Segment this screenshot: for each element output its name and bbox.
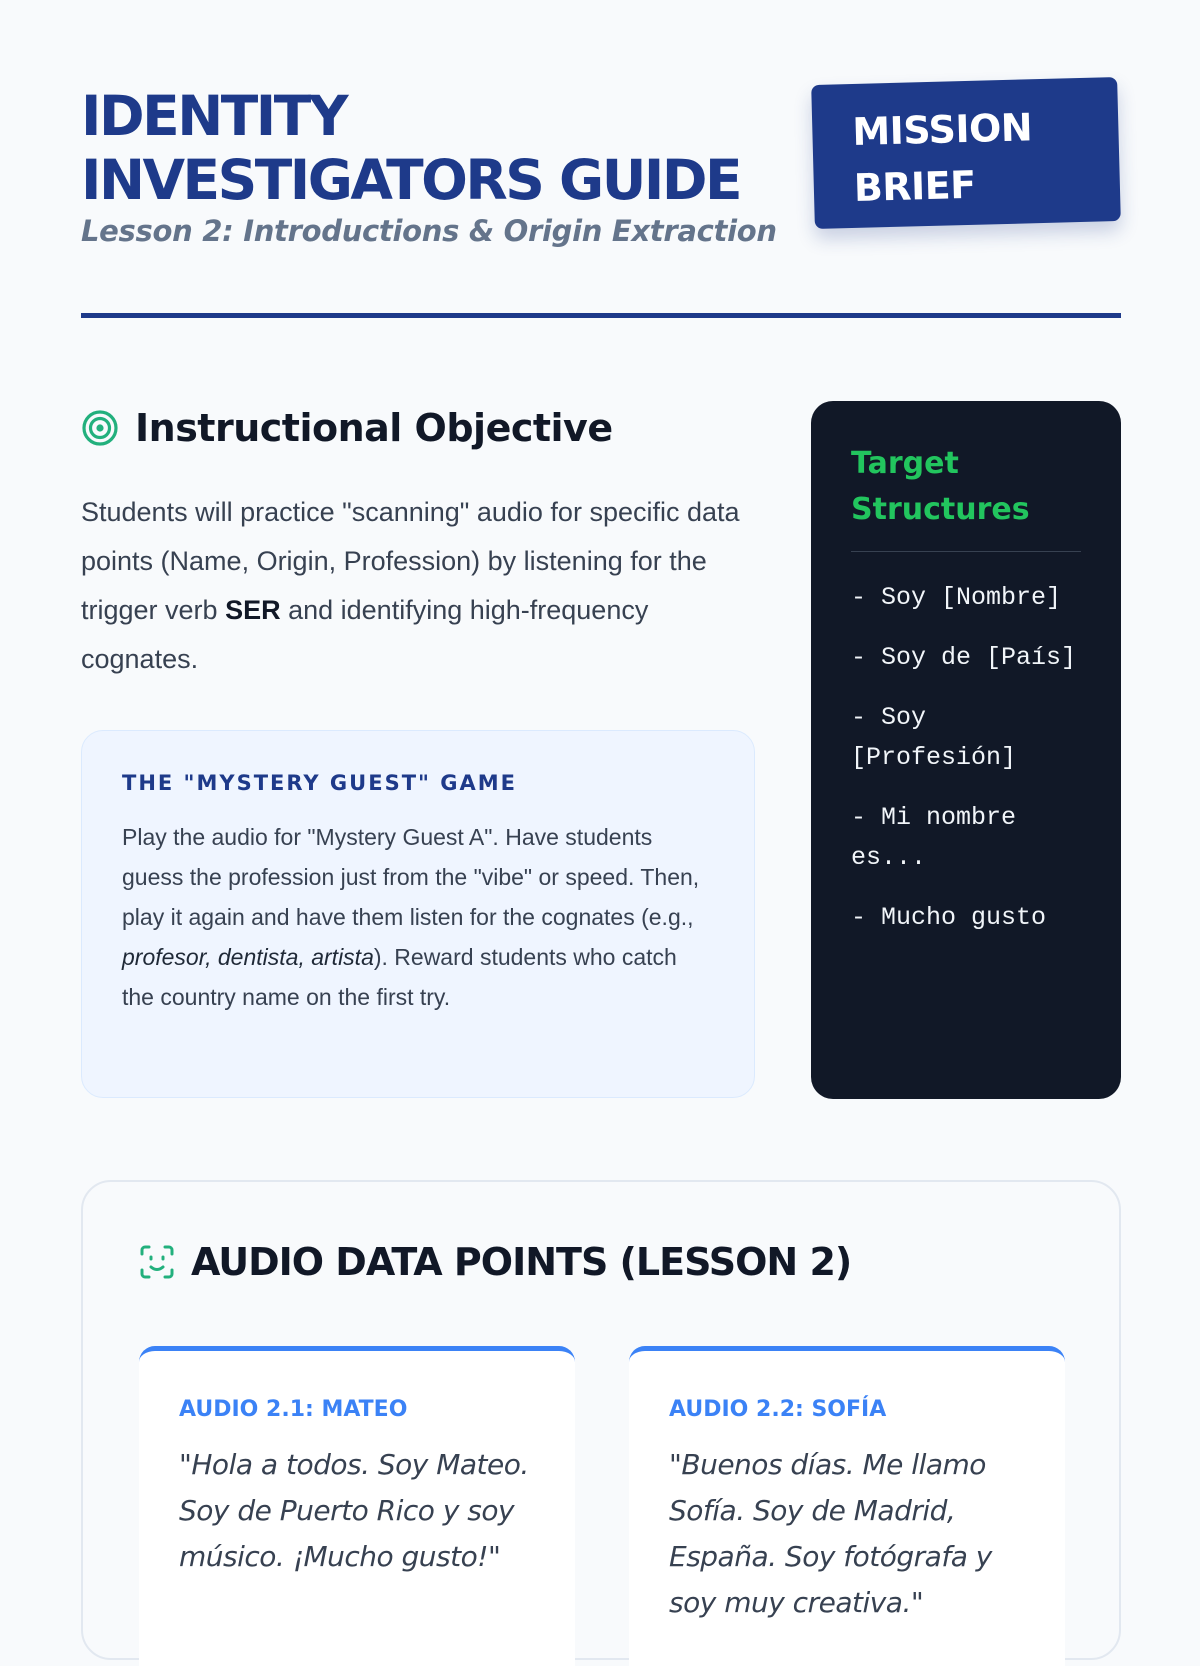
game-text-part-2: ). Reward students who catch the country name on the first try.: [122, 944, 677, 1010]
audio-data-panel: [81, 1180, 1121, 1660]
structure-item: - Mi nombre es...: [851, 803, 1017, 872]
objective-text-bold: SER: [225, 595, 281, 625]
objective-text: [81, 488, 751, 684]
audio-quote: "Buenos días. Me llamo Sofía. Soy de Madrid, España. Soy fotógrafa y soy muy creativa.": [669, 1448, 992, 1619]
audio-card-sofia: [629, 1346, 1065, 1666]
game-text: [122, 817, 714, 1017]
header: [81, 84, 1121, 324]
target-structures-title: Target Structures: [851, 441, 1081, 552]
target-icon: [81, 409, 119, 447]
objective-section: [81, 400, 761, 674]
objective-title: Instructional Objective: [135, 406, 613, 450]
objective-heading: [81, 400, 761, 456]
game-title: THE "MYSTERY GUEST" GAME: [122, 771, 518, 795]
audio-quote: "Hola a todos. Soy Mateo. Soy de Puerto Rico y soy músico. ¡Mucho gusto!": [179, 1448, 529, 1573]
face-scan-icon: [139, 1244, 175, 1280]
page-title: [81, 84, 801, 212]
structures-list: [851, 578, 1081, 938]
objective-text-start: Students will practice "scanning" audio for specific data points (Name, Origin, Profession) by listening for the trigger verb: [81, 497, 740, 625]
structure-item: - Soy [Nombre]: [851, 583, 1062, 612]
audio-card-mateo: [139, 1346, 575, 1666]
title-line-2: INVESTIGATORS GUIDE: [81, 148, 741, 212]
lesson-subtitle: Lesson 2: Introductions & Origin Extraction: [81, 214, 777, 248]
structure-item: - Mucho gusto: [851, 903, 1047, 932]
audio-label: AUDIO 2.2: SOFÍA: [669, 1397, 887, 1422]
target-structures-panel: [811, 401, 1121, 1099]
structure-item: - Soy [Profesión]: [851, 703, 1017, 772]
badge-line-2: BRIEF: [853, 162, 977, 210]
mystery-guest-card: [81, 730, 755, 1098]
mission-brief-badge: [811, 77, 1121, 229]
title-line-1: IDENTITY: [81, 84, 347, 148]
audio-title: AUDIO DATA POINTS (LESSON 2): [191, 1240, 852, 1284]
game-text-italic: profesor, dentista, artista: [122, 944, 374, 970]
page: [81, 0, 1121, 1619]
game-text-part-1: Play the audio for "Mystery Guest A". Have students guess the profession just from the "vibe" or speed. Then, play it again and have them listen for the cognates (e.g.,: [122, 824, 700, 930]
structure-item: - Soy de [País]: [851, 643, 1077, 672]
audio-label: AUDIO 2.1: MATEO: [179, 1397, 408, 1422]
audio-heading: [139, 1240, 851, 1284]
badge-line-1: MISSION: [851, 105, 1033, 154]
header-divider: [81, 313, 1121, 318]
objective-text-end: and identifying high-frequency cognates.: [81, 595, 649, 674]
